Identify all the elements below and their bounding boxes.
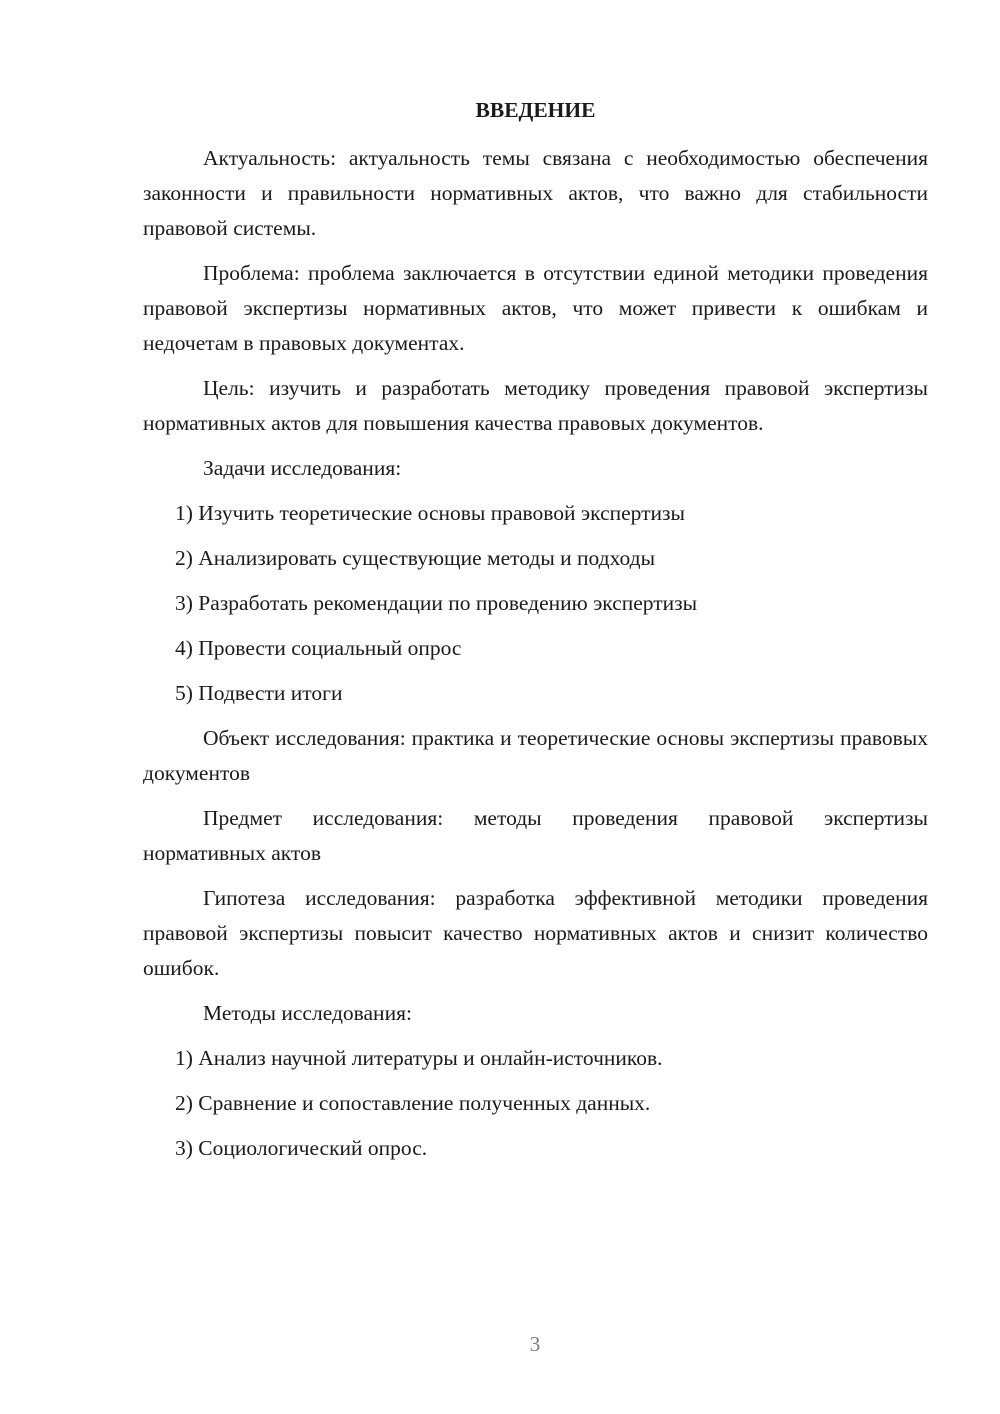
- methods-list: [143, 1041, 928, 1166]
- problem-paragraph: Проблема: проблема заключается в отсутствии единой методики проведения правовой экспертизы нормативных актов, что может привести к ошибкам и недочетам в правовых документах.: [143, 261, 928, 355]
- list-item: 1) Изучить теоретические основы правовой экспертизы: [175, 501, 685, 525]
- page-body: [143, 92, 928, 1176]
- object-paragraph: Объект исследования: практика и теоретические основы экспертизы правовых документов: [143, 726, 928, 785]
- page-number: 3: [529, 1332, 541, 1356]
- list-item: 2) Анализировать существующие методы и подходы: [175, 546, 656, 570]
- tasks-list: [143, 496, 928, 711]
- goal-paragraph: Цель: изучить и разработать методику проведения правовой экспертизы нормативных актов для повышения качества правовых документов.: [143, 376, 928, 435]
- tasks-heading: Задачи исследования:: [203, 456, 402, 480]
- relevance-paragraph: Актуальность: актуальность темы связана с необходимостью обеспечения законности и правильности нормативных актов, что важно для стабильности правовой системы.: [143, 146, 928, 240]
- list-item: 3) Разработать рекомендации по проведению экспертизы: [175, 591, 698, 615]
- list-item: 1) Анализ научной литературы и онлайн-источников.: [175, 1046, 663, 1070]
- list-item: 3) Социологический опрос.: [175, 1136, 428, 1160]
- section-title: ВВЕДЕНИЕ: [475, 98, 596, 122]
- methods-heading: Методы исследования:: [203, 1001, 412, 1025]
- list-item: 2) Сравнение и сопоставление полученных данных.: [175, 1091, 651, 1115]
- list-item: 5) Подвести итоги: [175, 681, 343, 705]
- hypothesis-paragraph: Гипотеза исследования: разработка эффективной методики проведения правовой экспертизы повысит качество нормативных актов и снизит количество ошибок.: [143, 886, 928, 980]
- subject-paragraph: Предмет исследования: методы проведения правовой экспертизы нормативных актов: [143, 806, 928, 865]
- list-item: 4) Провести социальный опрос: [175, 636, 462, 660]
